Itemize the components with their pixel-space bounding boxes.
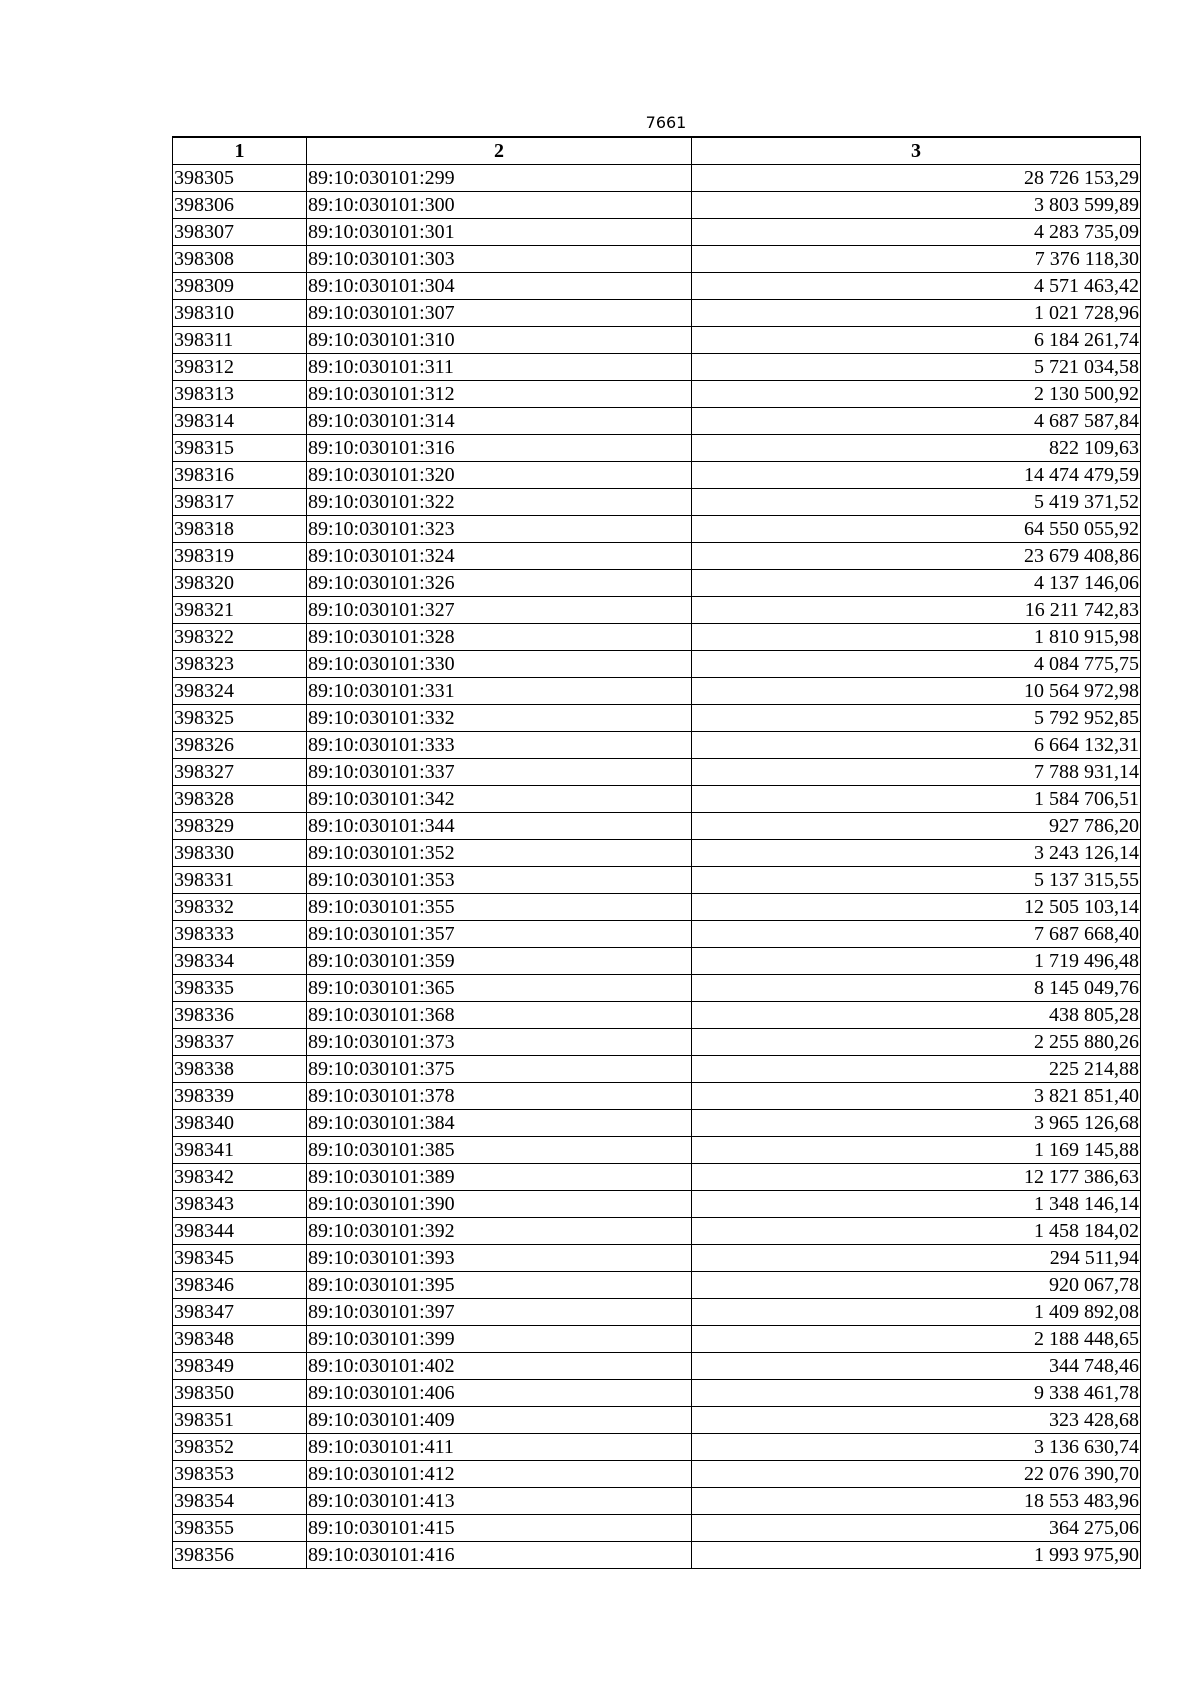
value-cell: 364 275,06	[692, 1515, 1141, 1542]
value-cell: 1 169 145,88	[692, 1137, 1141, 1164]
cadastral-number-cell: 89:10:030101:299	[307, 165, 692, 192]
cadastral-number-cell: 89:10:030101:322	[307, 489, 692, 516]
value-cell: 5 137 315,55	[692, 867, 1141, 894]
cadastral-number-cell: 89:10:030101:413	[307, 1488, 692, 1515]
value-cell: 18 553 483,96	[692, 1488, 1141, 1515]
record-number-cell: 398305	[173, 165, 307, 192]
record-number-cell: 398352	[173, 1434, 307, 1461]
table-row	[173, 867, 1141, 894]
record-number-cell: 398349	[173, 1353, 307, 1380]
table-row	[173, 1299, 1141, 1326]
cadastral-number-cell: 89:10:030101:314	[307, 408, 692, 435]
record-number-cell: 398337	[173, 1029, 307, 1056]
cadastral-number-cell: 89:10:030101:389	[307, 1164, 692, 1191]
value-cell: 7 788 931,14	[692, 759, 1141, 786]
cadastral-number-cell: 89:10:030101:399	[307, 1326, 692, 1353]
record-number-cell: 398329	[173, 813, 307, 840]
header-row	[173, 137, 1141, 165]
value-cell: 12 177 386,63	[692, 1164, 1141, 1191]
value-cell: 8 145 049,76	[692, 975, 1141, 1002]
cadastral-number-cell: 89:10:030101:384	[307, 1110, 692, 1137]
table-row	[173, 894, 1141, 921]
cadastral-number-cell: 89:10:030101:311	[307, 354, 692, 381]
cadastral-number-cell: 89:10:030101:331	[307, 678, 692, 705]
table-row	[173, 1029, 1141, 1056]
value-cell: 2 255 880,26	[692, 1029, 1141, 1056]
table-row	[173, 1542, 1141, 1569]
record-number-cell: 398327	[173, 759, 307, 786]
table-row	[173, 327, 1141, 354]
record-number-cell: 398328	[173, 786, 307, 813]
cadastral-number-cell: 89:10:030101:320	[307, 462, 692, 489]
value-cell: 822 109,63	[692, 435, 1141, 462]
record-number-cell: 398319	[173, 543, 307, 570]
value-cell: 5 792 952,85	[692, 705, 1141, 732]
cadastral-number-cell: 89:10:030101:397	[307, 1299, 692, 1326]
value-cell: 5 419 371,52	[692, 489, 1141, 516]
record-number-cell: 398336	[173, 1002, 307, 1029]
cadastral-number-cell: 89:10:030101:411	[307, 1434, 692, 1461]
value-cell: 7 376 118,30	[692, 246, 1141, 273]
value-cell: 1 719 496,48	[692, 948, 1141, 975]
register-table	[172, 136, 1141, 1569]
table-row	[173, 1083, 1141, 1110]
record-number-cell: 398339	[173, 1083, 307, 1110]
cadastral-number-cell: 89:10:030101:416	[307, 1542, 692, 1569]
value-cell: 4 137 146,06	[692, 570, 1141, 597]
value-cell: 4 283 735,09	[692, 219, 1141, 246]
record-number-cell: 398308	[173, 246, 307, 273]
table-row	[173, 1137, 1141, 1164]
cadastral-number-cell: 89:10:030101:385	[307, 1137, 692, 1164]
value-cell: 64 550 055,92	[692, 516, 1141, 543]
record-number-cell: 398332	[173, 894, 307, 921]
table-row	[173, 300, 1141, 327]
record-number-cell: 398355	[173, 1515, 307, 1542]
page-number: 7661	[645, 113, 687, 132]
cadastral-number-cell: 89:10:030101:368	[307, 1002, 692, 1029]
table-row	[173, 516, 1141, 543]
record-number-cell: 398307	[173, 219, 307, 246]
record-number-cell: 398356	[173, 1542, 307, 1569]
record-number-cell: 398353	[173, 1461, 307, 1488]
table-row	[173, 948, 1141, 975]
record-number-cell: 398326	[173, 732, 307, 759]
record-number-cell: 398314	[173, 408, 307, 435]
record-number-cell: 398348	[173, 1326, 307, 1353]
record-number-cell: 398334	[173, 948, 307, 975]
cadastral-number-cell: 89:10:030101:409	[307, 1407, 692, 1434]
table-row	[173, 462, 1141, 489]
cadastral-number-cell: 89:10:030101:333	[307, 732, 692, 759]
record-number-cell: 398318	[173, 516, 307, 543]
record-number-cell: 398342	[173, 1164, 307, 1191]
cadastral-number-cell: 89:10:030101:328	[307, 624, 692, 651]
cadastral-number-cell: 89:10:030101:312	[307, 381, 692, 408]
value-cell: 294 511,94	[692, 1245, 1141, 1272]
record-number-cell: 398354	[173, 1488, 307, 1515]
table-row	[173, 651, 1141, 678]
value-cell: 6 184 261,74	[692, 327, 1141, 354]
cadastral-number-cell: 89:10:030101:355	[307, 894, 692, 921]
record-number-cell: 398315	[173, 435, 307, 462]
value-cell: 1 810 915,98	[692, 624, 1141, 651]
value-cell: 3 243 126,14	[692, 840, 1141, 867]
table-row	[173, 381, 1141, 408]
table-row	[173, 570, 1141, 597]
table-row	[173, 597, 1141, 624]
cadastral-number-cell: 89:10:030101:303	[307, 246, 692, 273]
cadastral-number-cell: 89:10:030101:402	[307, 1353, 692, 1380]
record-number-cell: 398333	[173, 921, 307, 948]
value-cell: 10 564 972,98	[692, 678, 1141, 705]
table-row	[173, 489, 1141, 516]
cadastral-number-cell: 89:10:030101:352	[307, 840, 692, 867]
table-row	[173, 1218, 1141, 1245]
cadastral-number-cell: 89:10:030101:304	[307, 273, 692, 300]
cadastral-number-cell: 89:10:030101:316	[307, 435, 692, 462]
record-number-cell: 398351	[173, 1407, 307, 1434]
value-cell: 1 021 728,96	[692, 300, 1141, 327]
table-row	[173, 1407, 1141, 1434]
value-cell: 3 821 851,40	[692, 1083, 1141, 1110]
value-cell: 9 338 461,78	[692, 1380, 1141, 1407]
cadastral-number-cell: 89:10:030101:373	[307, 1029, 692, 1056]
value-cell: 1 348 146,14	[692, 1191, 1141, 1218]
table-row	[173, 435, 1141, 462]
value-cell: 3 965 126,68	[692, 1110, 1141, 1137]
table-row	[173, 1002, 1141, 1029]
cadastral-number-cell: 89:10:030101:323	[307, 516, 692, 543]
value-cell: 12 505 103,14	[692, 894, 1141, 921]
value-cell: 1 458 184,02	[692, 1218, 1141, 1245]
value-cell: 927 786,20	[692, 813, 1141, 840]
table-row	[173, 1191, 1141, 1218]
record-number-cell: 398317	[173, 489, 307, 516]
column-header-1: 1	[173, 137, 307, 165]
table-row	[173, 1461, 1141, 1488]
record-number-cell: 398335	[173, 975, 307, 1002]
cadastral-number-cell: 89:10:030101:353	[307, 867, 692, 894]
value-cell: 3 803 599,89	[692, 192, 1141, 219]
value-cell: 2 188 448,65	[692, 1326, 1141, 1353]
table-row	[173, 246, 1141, 273]
cadastral-number-cell: 89:10:030101:307	[307, 300, 692, 327]
value-cell: 4 687 587,84	[692, 408, 1141, 435]
value-cell: 344 748,46	[692, 1353, 1141, 1380]
cadastral-number-cell: 89:10:030101:310	[307, 327, 692, 354]
cadastral-number-cell: 89:10:030101:344	[307, 813, 692, 840]
cadastral-number-cell: 89:10:030101:359	[307, 948, 692, 975]
cadastral-number-cell: 89:10:030101:395	[307, 1272, 692, 1299]
cadastral-number-cell: 89:10:030101:357	[307, 921, 692, 948]
record-number-cell: 398312	[173, 354, 307, 381]
record-number-cell: 398306	[173, 192, 307, 219]
cadastral-number-cell: 89:10:030101:406	[307, 1380, 692, 1407]
table-row	[173, 1245, 1141, 1272]
value-cell: 438 805,28	[692, 1002, 1141, 1029]
record-number-cell: 398343	[173, 1191, 307, 1218]
value-cell: 1 409 892,08	[692, 1299, 1141, 1326]
value-cell: 23 679 408,86	[692, 543, 1141, 570]
table-row	[173, 813, 1141, 840]
table-row	[173, 840, 1141, 867]
cadastral-number-cell: 89:10:030101:393	[307, 1245, 692, 1272]
table-row	[173, 354, 1141, 381]
table-body	[173, 165, 1141, 1569]
table-row	[173, 1272, 1141, 1299]
record-number-cell: 398313	[173, 381, 307, 408]
cadastral-number-cell: 89:10:030101:390	[307, 1191, 692, 1218]
table-row	[173, 192, 1141, 219]
record-number-cell: 398330	[173, 840, 307, 867]
cadastral-number-cell: 89:10:030101:415	[307, 1515, 692, 1542]
cadastral-number-cell: 89:10:030101:342	[307, 786, 692, 813]
cadastral-number-cell: 89:10:030101:332	[307, 705, 692, 732]
column-header-3: 3	[692, 137, 1141, 165]
cadastral-number-cell: 89:10:030101:375	[307, 1056, 692, 1083]
table-row	[173, 219, 1141, 246]
table-row	[173, 705, 1141, 732]
value-cell: 2 130 500,92	[692, 381, 1141, 408]
cadastral-number-cell: 89:10:030101:412	[307, 1461, 692, 1488]
table-row	[173, 273, 1141, 300]
value-cell: 920 067,78	[692, 1272, 1141, 1299]
value-cell: 6 664 132,31	[692, 732, 1141, 759]
record-number-cell: 398323	[173, 651, 307, 678]
table-row	[173, 975, 1141, 1002]
table-row	[173, 1434, 1141, 1461]
value-cell: 28 726 153,29	[692, 165, 1141, 192]
value-cell: 22 076 390,70	[692, 1461, 1141, 1488]
value-cell: 1 584 706,51	[692, 786, 1141, 813]
column-header-2: 2	[307, 137, 692, 165]
record-number-cell: 398346	[173, 1272, 307, 1299]
table-row	[173, 678, 1141, 705]
value-cell: 323 428,68	[692, 1407, 1141, 1434]
record-number-cell: 398320	[173, 570, 307, 597]
value-cell: 3 136 630,74	[692, 1434, 1141, 1461]
value-cell: 7 687 668,40	[692, 921, 1141, 948]
table-row	[173, 1164, 1141, 1191]
value-cell: 4 084 775,75	[692, 651, 1141, 678]
record-number-cell: 398311	[173, 327, 307, 354]
record-number-cell: 398340	[173, 1110, 307, 1137]
cadastral-number-cell: 89:10:030101:324	[307, 543, 692, 570]
table-row	[173, 165, 1141, 192]
value-cell: 1 993 975,90	[692, 1542, 1141, 1569]
table-row	[173, 1488, 1141, 1515]
table-row	[173, 624, 1141, 651]
cadastral-number-cell: 89:10:030101:330	[307, 651, 692, 678]
table-row	[173, 1110, 1141, 1137]
table-row	[173, 408, 1141, 435]
record-number-cell: 398350	[173, 1380, 307, 1407]
cadastral-number-cell: 89:10:030101:326	[307, 570, 692, 597]
table-row	[173, 1353, 1141, 1380]
value-cell: 225 214,88	[692, 1056, 1141, 1083]
record-number-cell: 398322	[173, 624, 307, 651]
value-cell: 14 474 479,59	[692, 462, 1141, 489]
record-number-cell: 398344	[173, 1218, 307, 1245]
record-number-cell: 398309	[173, 273, 307, 300]
cadastral-number-cell: 89:10:030101:378	[307, 1083, 692, 1110]
record-number-cell: 398345	[173, 1245, 307, 1272]
record-number-cell: 398324	[173, 678, 307, 705]
cadastral-number-cell: 89:10:030101:337	[307, 759, 692, 786]
record-number-cell: 398316	[173, 462, 307, 489]
value-cell: 16 211 742,83	[692, 597, 1141, 624]
cadastral-number-cell: 89:10:030101:327	[307, 597, 692, 624]
cadastral-number-cell: 89:10:030101:365	[307, 975, 692, 1002]
table-row	[173, 786, 1141, 813]
record-number-cell: 398331	[173, 867, 307, 894]
record-number-cell: 398325	[173, 705, 307, 732]
record-number-cell: 398321	[173, 597, 307, 624]
record-number-cell: 398347	[173, 1299, 307, 1326]
table-row	[173, 1380, 1141, 1407]
table-row	[173, 1515, 1141, 1542]
value-cell: 4 571 463,42	[692, 273, 1141, 300]
record-number-cell: 398310	[173, 300, 307, 327]
table-row	[173, 732, 1141, 759]
record-number-cell: 398338	[173, 1056, 307, 1083]
cadastral-number-cell: 89:10:030101:392	[307, 1218, 692, 1245]
table-row	[173, 921, 1141, 948]
cadastral-number-cell: 89:10:030101:301	[307, 219, 692, 246]
table-row	[173, 759, 1141, 786]
table-row	[173, 1056, 1141, 1083]
table-row	[173, 543, 1141, 570]
table-row	[173, 1326, 1141, 1353]
record-number-cell: 398341	[173, 1137, 307, 1164]
cadastral-number-cell: 89:10:030101:300	[307, 192, 692, 219]
value-cell: 5 721 034,58	[692, 354, 1141, 381]
